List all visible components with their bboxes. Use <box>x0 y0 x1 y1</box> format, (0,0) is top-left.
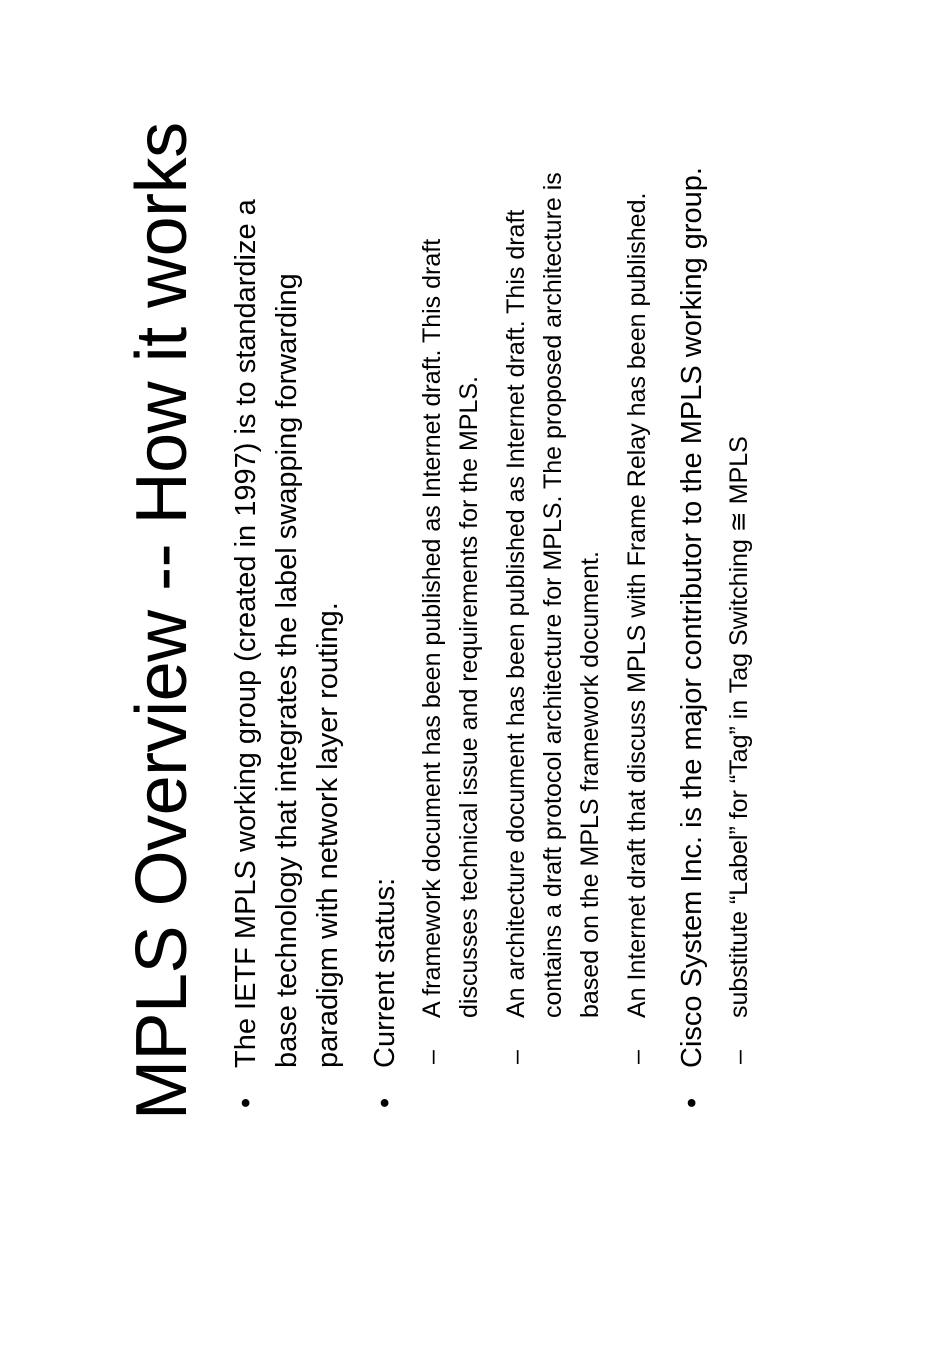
sub-item-text: A framework document has been published as Internet draft. This draft discusses technical issue and requirements for the MPLS. <box>418 238 483 1018</box>
bullet-item-cisco <box>672 160 758 1120</box>
slide <box>120 122 900 1120</box>
sub-marker: – <box>623 1050 651 1064</box>
bullet-marker: • <box>230 1097 262 1108</box>
bullet-item-current-status <box>365 160 656 1120</box>
bullet-list <box>226 160 774 1120</box>
bullet-text: The IETF MPLS working group (created in 1997) is to standardize a base technology that integrates the label swapping forwarding paradigm with network layer routing. <box>230 199 344 1068</box>
sub-marker: – <box>502 1050 530 1064</box>
sub-item-tag-switching <box>721 160 758 1068</box>
sub-item-architecture-document <box>498 160 609 1068</box>
sub-marker: – <box>725 1050 753 1064</box>
bullet-item-working-group <box>226 160 349 1120</box>
sub-list <box>721 160 758 1068</box>
sub-item-text: An Internet draft that discuss MPLS with Frame Relay has been published. <box>623 192 651 1018</box>
sub-item-text: substitute “Label” for “Tag” in Tag Switching ≅ MPLS <box>725 436 753 1018</box>
sub-marker: – <box>418 1050 446 1064</box>
sub-list <box>414 160 656 1068</box>
bullet-text: Cisco System Inc. is the major contributor to the MPLS working group. <box>676 167 708 1068</box>
bullet-marker: • <box>369 1097 401 1108</box>
bullet-marker: • <box>676 1097 708 1108</box>
sub-item-frame-relay-draft <box>619 160 656 1068</box>
sub-item-framework-document <box>414 160 488 1068</box>
sub-item-text: An architecture document has been published as Internet draft. This draft contains a draft protocol architecture for MPLS. The proposed architecture is based on the MPLS framework document. <box>502 172 604 1018</box>
bullet-text: Current status: <box>369 877 401 1068</box>
slide-title: MPLS Overview -- How it works <box>122 122 202 1120</box>
